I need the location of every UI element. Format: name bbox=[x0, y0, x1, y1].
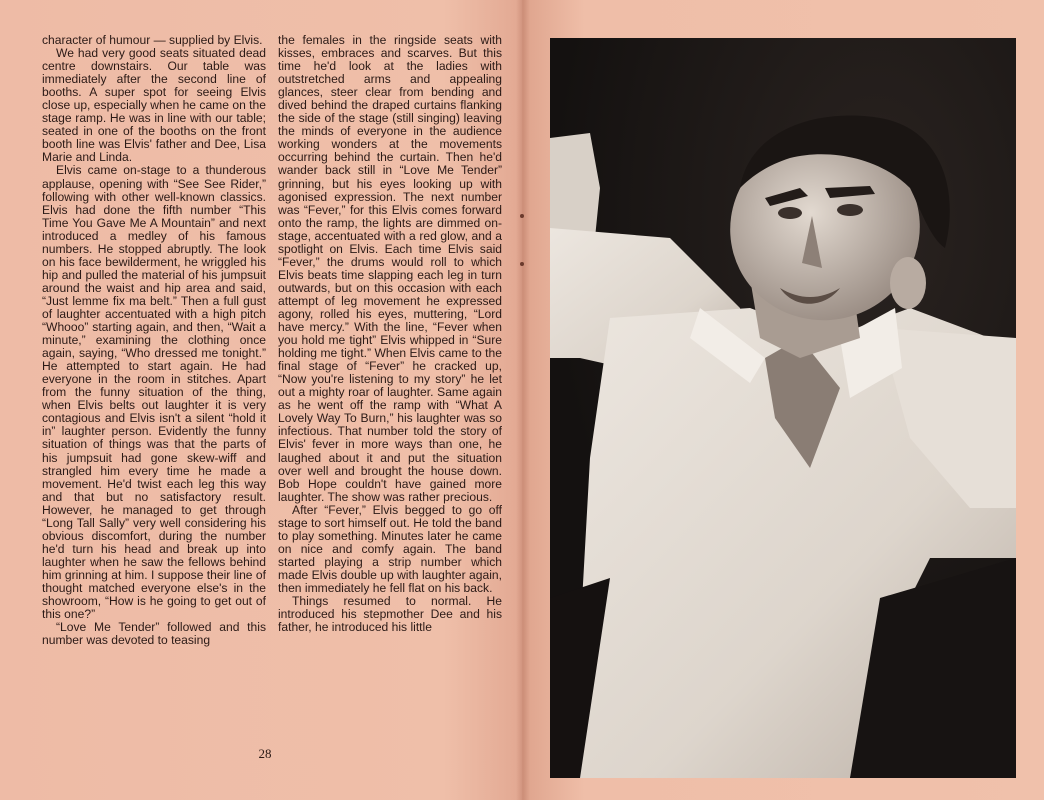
text-column-1 bbox=[42, 34, 266, 742]
paragraph: the females in the ringside seats with kisses, embraces and scarves. But this time he'd look at the ladies with outstretched arms and appealing glances, steer clear from bending and dived behind the draped curtains flanking the side of the stage (still singing) leaving the minds of everyone in the audience working wonders at the movements occurring behind the curtain. Then he'd wander back still in “Love Me Tender” grinning, but his eyes looking up with agonised expression. The next number was “Fever,” for this Elvis comes forward onto the ramp, the lights are dimmed on-stage, accentuated with a red glow, and a spotlight on Elvis. Each time Elvis said “Fever,” the drums would roll to which Elvis beats time slapping each leg in turn outwards, but on this occasion with each attempt of leg movement he expressed agony, rolled his eyes, muttering, “Lord have mercy.” With the line, “Fever when you hold me tight” Elvis whipped in “Sure holding me tight.” When Elvis came to the final stage of “Fever” he cracked up, “Now you're listening to my story” he let out a mighty roar of laughter. Same again as he went off the ramp with “What A Lovely Way To Burn,” his laughter was so infectious. That number told the story of Elvis' fever in more ways than one, he laughed about it and put the situation over well and brought the house down. Bob Hope couldn't have gained more laughter. The show was rather precious. bbox=[278, 34, 502, 504]
paragraph: “Love Me Tender” followed and this number was devoted to teasing bbox=[42, 620, 266, 648]
paragraph: Things resumed to normal. He introduced his stepmother Dee and his father, he introduced his little bbox=[278, 594, 502, 635]
left-eye bbox=[778, 207, 802, 219]
elvis-photo bbox=[550, 38, 1016, 778]
staple-mark bbox=[520, 262, 524, 266]
right-eye bbox=[837, 204, 863, 216]
paragraph: After “Fever,” Elvis begged to go off stage to sort himself out. He told the band to play something. Minutes later he came on nice and comfy again. The band started playing a strip number which made Elvis double up with laughter again, then immediately he fell flat on his back. bbox=[278, 502, 502, 595]
staple-mark bbox=[520, 214, 524, 218]
page-number: 28 bbox=[258, 746, 272, 761]
paragraph: We had very good seats situated dead centre downstairs. Our table was immediately after the second line of booths. A super spot for seeing Elvis close up, especially when he came on the stage ramp. He was in line with our table; seated in one of the booths on the front booth line was Elvis' father and Dee, Lisa Marie and Linda. bbox=[42, 46, 266, 165]
photo-illustration bbox=[550, 38, 1016, 778]
ear bbox=[890, 257, 926, 309]
page-gutter bbox=[516, 0, 530, 800]
paragraph: Elvis came on-stage to a thunderous applause, opening with “See See Rider,” following with other well-known classics. Elvis had done the fifth number “This Time You Gave Me A Mountain” and next introduced a medley of his famous numbers. He stopped abruptly. The look on his face bewilderment, he wriggled his hip and pulled the material of his jumpsuit around the waist and hip area and said, “Just lemme fix ma belt.” Then a full gust of laughter accentuated with a high pitch “Whooo” starting again, and then, “Wait a minute,” examining the clothing once again, saying, “Who dressed me tonight.” He attempted to start again. He had everyone in the room in stitches. Apart from the funny situation of the thing, when Elvis belts out laughter it is very contagious and Elvis isn't a silent “hold it in” laughter person. Evidently the funny situation of things was that the parts of his jumpsuit had gone skew-wiff and strangled him every time he made a movement. He'd twist each leg this way and that but no satisfactory result. However, he managed to get through “Long Tall Sally” very well considering his obvious discomfort, during the number he'd turn his head and break up into laughter when he saw the fellows behind him grinning at him. I suppose their line of thought matched everyone else's in the showroom, “How is he going to get out of this one?” bbox=[42, 163, 266, 622]
paragraph: character of humour — supplied by Elvis. bbox=[42, 34, 263, 47]
text-column-2 bbox=[278, 34, 502, 742]
